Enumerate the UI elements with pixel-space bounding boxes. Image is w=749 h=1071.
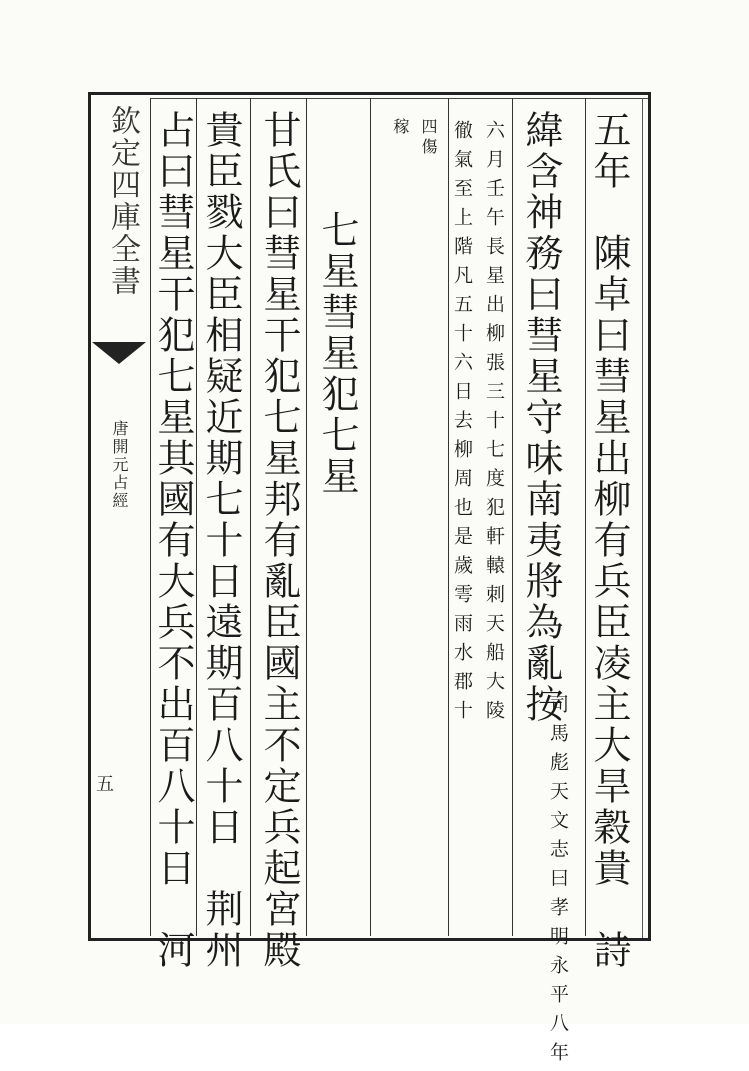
column-divider [306, 98, 307, 936]
column-divider [370, 98, 371, 936]
text-column: 緯含神務曰彗星守味南夷將為亂按 [519, 110, 563, 725]
text-column: 貴臣戮大臣相疑近期七十日遠期百八十日 荆州 [199, 110, 243, 971]
annotation-column: 稼 [391, 118, 410, 138]
column-divider [448, 98, 449, 936]
annotation-column: 四傷 [419, 118, 438, 158]
text-column: 五年 陳卓曰彗星出柳有兵臣凌主大旱穀貴 詩 [587, 110, 631, 971]
column-divider [585, 98, 586, 936]
annotation-column: 司馬彪天文志曰孝明永平八年 [547, 694, 569, 1071]
frame-right-border [648, 92, 651, 941]
margin-title: 欽定四庫全書 [105, 105, 140, 297]
frame-top-border [90, 92, 650, 95]
margin-book-name: 唐開元占經 [110, 420, 129, 510]
column-divider [512, 98, 513, 936]
section-heading: 七星彗星犯七星 [315, 210, 359, 497]
frame-inner-top-border [150, 98, 650, 99]
margin-page-number: 五 [96, 774, 114, 795]
text-column: 甘氏曰彗星干犯七星邦有亂臣國主不定兵起宮殿 [257, 110, 301, 971]
annotation-column: 徹氣至上階凡五十六日去柳周也是歲雩雨水郡十 [451, 120, 473, 729]
column-divider [250, 98, 251, 936]
frame-inner-right-border [642, 98, 643, 938]
column-divider [196, 98, 197, 936]
annotation-column: 六月壬午長星出柳張三十七度犯軒轅刺天船大陵 [483, 120, 505, 729]
text-column: 占曰彗星干犯七星其國有大兵不出百八十日 河 [151, 110, 195, 971]
fishtail-mark [92, 342, 146, 364]
frame-left-border [88, 92, 91, 941]
